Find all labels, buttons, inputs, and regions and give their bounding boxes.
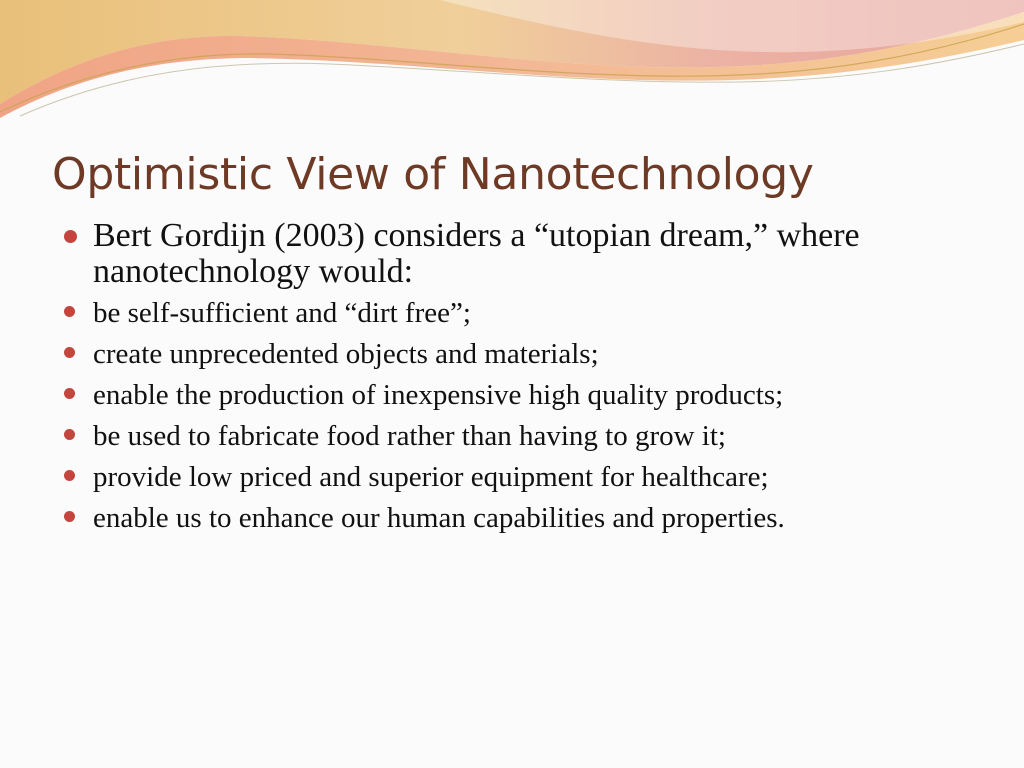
list-item (62, 462, 992, 493)
list-item-text: be self-sufficient and “dirt free”; (93, 297, 471, 329)
list-item (62, 339, 992, 370)
list-item-text: provide low priced and superior equipment for healthcare; (93, 461, 769, 493)
bullet-icon (64, 511, 75, 522)
bullet-icon (64, 429, 75, 440)
list-item-text: create unprecedented objects and materials; (93, 338, 599, 370)
bullet-icon (64, 347, 75, 358)
list-item (62, 421, 992, 452)
bullet-icon (64, 470, 75, 481)
bullet-icon (64, 230, 77, 243)
list-item-text: be used to fabricate food rather than having to grow it; (93, 420, 726, 452)
list-item-text: enable us to enhance our human capabilities and properties. (93, 502, 785, 534)
list-item-text: enable the production of inexpensive high quality products; (93, 379, 784, 411)
decorative-wave-banner (0, 0, 1024, 130)
list-item-text: Bert Gordijn (2003) considers a “utopian dream,” where nanotechnology would: (93, 217, 860, 290)
list-item (62, 503, 992, 534)
bullet-list (62, 218, 992, 544)
list-item (62, 298, 992, 329)
bullet-icon (64, 388, 75, 399)
list-item-intro (62, 218, 992, 290)
bullet-icon (64, 306, 75, 317)
list-item (62, 380, 992, 411)
slide-title: Optimistic View of Nanotechnology (52, 149, 814, 200)
